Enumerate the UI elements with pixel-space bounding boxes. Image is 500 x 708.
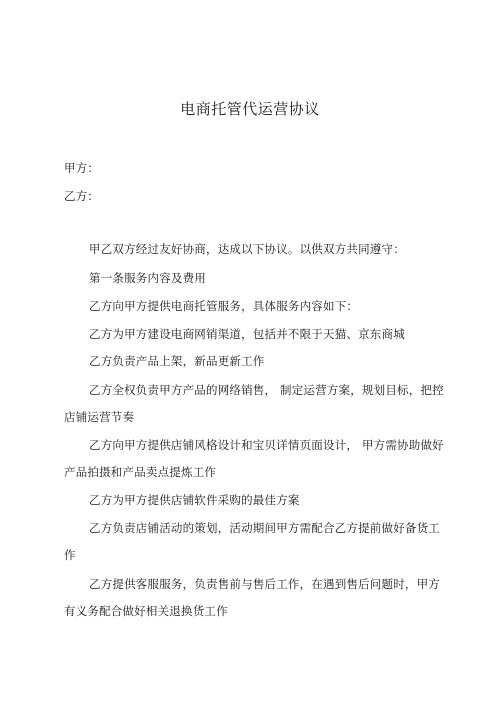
service-item-campaign: 乙方负责店铺活动的策划，活动期间甲方需配合乙方提前做好备货工	[89, 521, 440, 535]
service-item-channels: 乙方为甲方建设电商网销渠道，包括并不限于天猫、京东商城	[89, 327, 405, 341]
service-item-sales: 乙方全权负责甲方产品的网络销售， 制定运营方案，规划目标，把控	[89, 383, 444, 397]
service-item-campaign-cont: 作	[64, 548, 76, 562]
party-b-label: 乙方：	[64, 189, 100, 203]
service-item-sales-cont: 店铺运营节奏	[64, 410, 135, 424]
service-item-software: 乙方为甲方提供店铺软件采购的最佳方案	[89, 493, 300, 507]
intro-paragraph: 甲乙双方经过友好协商，达成以下协议。以供双方共同遵守：	[89, 242, 405, 256]
article-one-heading: 第一条服务内容及费用	[89, 271, 206, 285]
service-item-support-cont: 有义务配合做好相关退换货工作	[64, 604, 228, 618]
service-item-design-cont: 产品拍摄和产品卖点提炼工作	[64, 465, 217, 479]
document-title: 电商托管代运营协议	[180, 100, 320, 118]
party-a-label: 甲方：	[64, 161, 100, 175]
service-item-support: 乙方提供客服服务，负责售前与售后工作，在遇到售后问题时，甲方	[89, 577, 440, 591]
service-intro-line: 乙方向甲方提供电商托管服务，具体服务内容如下：	[89, 299, 359, 313]
service-item-listing: 乙方负责产品上架，新品更新工作	[89, 354, 265, 368]
service-item-design: 乙方向甲方提供店铺风格设计和宝贝详情页面设计， 甲方需协助做好	[89, 438, 444, 452]
